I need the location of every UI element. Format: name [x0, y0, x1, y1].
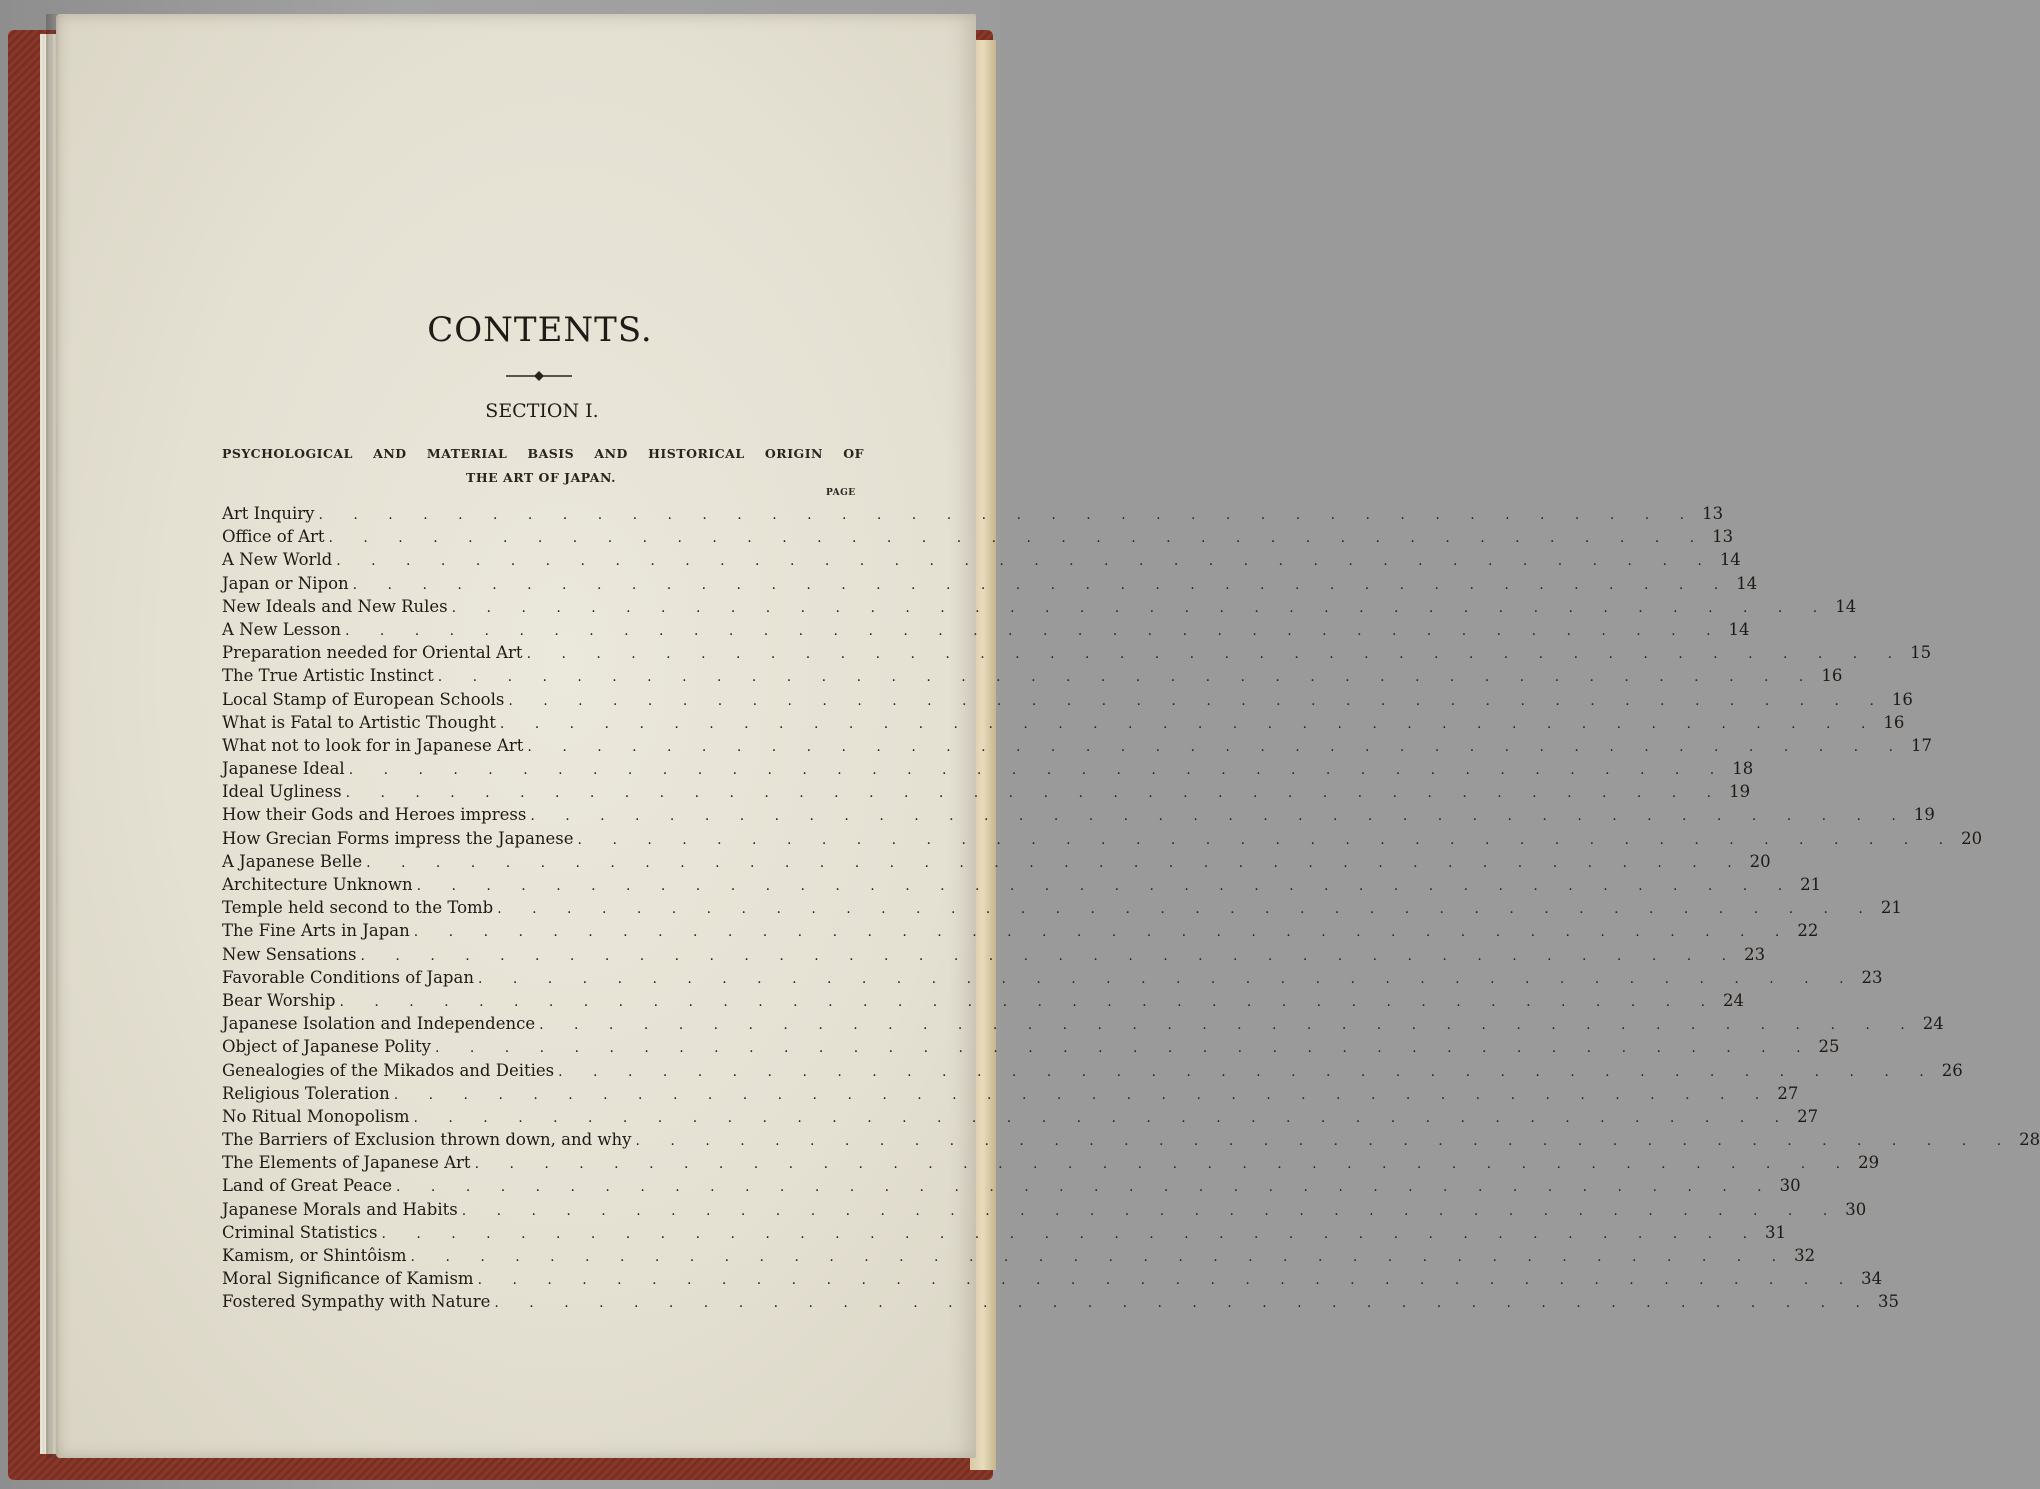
dot-leader: . . . . . . . . . . . . . . . . . . . . . . . . . . . . . . . . . . . . . . . . — [499, 715, 1879, 732]
dot-leader: . . . . . . . . . . . . . . . . . . . . . . . . . . . . . . . . . . . . . . . . — [366, 854, 1745, 871]
toc-entry-page: 35 — [1877, 1292, 1899, 1312]
toc-entry-title: No Ritual Monopolism — [222, 1106, 410, 1126]
toc-entry-page: 14 — [1719, 550, 1741, 570]
toc-entry-title: A New World — [222, 550, 333, 570]
toc-entry-title: How Grecian Forms impress the Japanese — [222, 828, 574, 848]
toc-entry-page: 34 — [1861, 1269, 1883, 1289]
dot-leader: . . . . . . . . . . . . . . . . . . . . . . . . . . . . . . . . . . . . . . . . — [336, 553, 1715, 570]
toc-entry-page: 27 — [1777, 1083, 1799, 1103]
dot-leader: . . . . . . . . . . . . . . . . . . . . . . . . . . . . . . . . . . . . . . . . — [577, 831, 1957, 848]
section-title: SECTION I. — [485, 400, 599, 422]
toc-entry — [222, 967, 1883, 991]
toc-entry-page: 14 — [1835, 596, 1857, 616]
toc-entry-page: 16 — [1891, 689, 1913, 709]
toc-entry-title: Office of Art — [222, 527, 325, 547]
toc-entry — [222, 573, 1758, 597]
section-subtitle: PSYCHOLOGICAL AND MATERIAL BASIS AND HISTORICAL ORIGIN OF — [222, 446, 864, 461]
toc-entry-title: Religious Toleration — [222, 1083, 390, 1103]
dot-leader: . . . . . . . . . . . . . . . . . . . . . . . . . . . . . . . . . . . . . . . . — [461, 1202, 1841, 1219]
dot-leader: . . . . . . . . . . . . . . . . . . . . . . . . . . . . . . . . . . . . . . . . — [352, 576, 1732, 593]
toc-entry-page: 14 — [1736, 573, 1758, 593]
toc-entry — [222, 619, 1750, 643]
toc-entry — [222, 689, 1913, 713]
toc-entry-title: Kamism, or Shintôism — [222, 1246, 407, 1265]
toc-entry-page: 16 — [1821, 666, 1843, 686]
toc-entry — [222, 1269, 1883, 1292]
dot-leader: . . . . . . . . . . . . . . . . . . . . . . . . . . . . . . . . . . . . . . . . — [508, 692, 1887, 709]
toc-entry — [222, 851, 1771, 875]
toc-entry-title: Preparation needed for Oriental Art — [222, 643, 523, 663]
toc-entry-page: 32 — [1794, 1246, 1816, 1265]
dot-leader: . . . . . . . . . . . . . . . . . . . . . . . . . . . . . . . . . . . . . . . . — [497, 901, 1876, 918]
toc-entry-page: 29 — [1858, 1153, 1880, 1173]
toc-entry-title: Japan or Nipon — [222, 573, 349, 593]
dot-leader: . . . . . . . . . . . . . . . . . . . . . . . . . . . . . . . . . . . . . . . . — [437, 669, 1817, 686]
toc-entry-page: 16 — [1883, 712, 1905, 732]
dot-leader: . . . . . . . . . . . . . . . . . . . . . . . . . . . . . . . . . . . . . . . . — [451, 599, 1831, 616]
toc-entry — [222, 735, 1932, 759]
dot-leader: . . . . . . . . . . . . . . . . . . . . . . . . . . . . . . . . . . . . . . . . — [381, 1225, 1761, 1242]
toc-entry-title: Japanese Ideal — [222, 759, 345, 779]
dot-leader: . . . . . . . . . . . . . . . . . . . . . . . . . . . . . . . . . . . . . . . . — [416, 878, 1796, 894]
toc-entry — [222, 1060, 1963, 1084]
dot-leader: . . . . . . . . . . . . . . . . . . . . . . . . . . . . . . . . . . . . . . . . — [348, 762, 1728, 779]
toc-entry-page: 23 — [1861, 967, 1883, 987]
toc-entry-page: 30 — [1845, 1199, 1867, 1219]
toc-entry — [222, 1130, 2040, 1153]
toc-entry-page: 15 — [1910, 643, 1932, 663]
toc-entry-page: 30 — [1779, 1176, 1801, 1196]
dot-leader: . . . . . . . . . . . . . . . . . . . . . . . . . . . . . . . . . . . . . . . . — [396, 1179, 1775, 1196]
toc-entry-page: 20 — [1961, 828, 1983, 848]
toc-entry — [222, 643, 1932, 666]
toc-entry — [222, 1037, 1840, 1060]
toc-entry — [222, 782, 1751, 805]
dot-leader: . . . . . . . . . . . . . . . . . . . . . . . . . . . . . . . . . . . . . . . . — [635, 1133, 2015, 1150]
gutter-shadow — [46, 14, 60, 1458]
toc-entry — [222, 1083, 1799, 1107]
dot-leader: . . . . . . . . . . . . . . . . . . . . . . . . . . . . . . . . . . . . . . . . — [360, 947, 1740, 964]
toc-entry-page: 18 — [1732, 759, 1754, 779]
toc-entry-title: The Fine Arts in Japan — [222, 921, 410, 941]
dot-leader: . . . . . . . . . . . . . . . . . . . . . . . . . . . . . . . . . . . . . . . . — [413, 924, 1793, 941]
toc-entry — [222, 596, 1857, 620]
toc-entry-title: What is Fatal to Artistic Thought — [222, 712, 496, 732]
dot-leader: . . . . . . . . . . . . . . . . . . . . . . . . . . . . . . . . . . . . . . . . — [434, 1040, 1814, 1057]
toc-entry-title: The Elements of Japanese Art — [222, 1153, 471, 1173]
toc-entry-page: 24 — [1723, 990, 1745, 1010]
toc-entry-page: 13 — [1712, 527, 1734, 547]
toc-entry — [222, 1292, 1899, 1315]
dot-leader: . . . . . . . . . . . . . . . . . . . . . . . . . . . . . . . . . . . . . . . . — [539, 1017, 1918, 1034]
dot-leader: . . . . . . . . . . . . . . . . . . . . . . . . . . . . . . . . . . . . . . . . — [345, 785, 1725, 802]
toc-entry — [222, 1222, 1787, 1246]
toc-entry-title: A New Lesson — [222, 619, 341, 639]
dot-leader: . . . . . . . . . . . . . . . . . . . . . . . . . . . . . . . . . . . . . . . . — [558, 1063, 1937, 1080]
toc-entry-page: 31 — [1765, 1222, 1787, 1242]
dot-leader: . . . . . . . . . . . . . . . . . . . . . . . . . . . . . . . . . . . . . . . . — [344, 622, 1724, 639]
dot-leader: . . . . . . . . . . . . . . . . . . . . . . . . . . . . . . . . . . . . . . . . — [410, 1249, 1790, 1265]
toc-entry-title: Criminal Statistics — [222, 1222, 378, 1242]
toc-entry-title: Art Inquiry — [222, 504, 315, 523]
toc-entry-title: New Ideals and New Rules — [222, 596, 448, 616]
table-of-contents — [222, 504, 2040, 1316]
toc-entry — [222, 828, 1983, 852]
toc-entry — [222, 712, 1905, 736]
toc-entry — [222, 1153, 1880, 1176]
toc-entry — [222, 990, 1745, 1014]
toc-entry — [222, 1106, 1819, 1130]
toc-entry-title: Land of Great Peace — [222, 1176, 393, 1196]
toc-entry — [222, 875, 1822, 898]
toc-entry-page: 23 — [1744, 944, 1766, 964]
dot-leader: . . . . . . . . . . . . . . . . . . . . . . . . . . . . . . . . . . . . . . . . — [318, 507, 1698, 523]
dot-leader: . . . . . . . . . . . . . . . . . . . . . . . . . . . . . . . . . . . . . . . . — [393, 1086, 1773, 1103]
toc-entry-title: Japanese Morals and Habits — [222, 1199, 458, 1219]
dot-leader: . . . . . . . . . . . . . . . . . . . . . . . . . . . . . . . . . . . . . . . . — [494, 1295, 1873, 1312]
toc-entry-page: 28 — [2019, 1130, 2040, 1150]
toc-entry-page: 19 — [1913, 805, 1935, 825]
toc-entry-page: 21 — [1880, 898, 1902, 918]
dot-leader: . . . . . . . . . . . . . . . . . . . . . . . . . . . . . . . . . . . . . . . . — [339, 993, 1719, 1010]
toc-entry-title: Architecture Unknown — [222, 875, 413, 894]
section-subtitle-continued: THE ART OF JAPAN. — [466, 470, 616, 485]
toc-entry-page: 26 — [1941, 1060, 1963, 1080]
page-title: CONTENTS. — [427, 310, 653, 350]
toc-entry-title: Bear Worship — [222, 990, 336, 1010]
toc-entry-title: How their Gods and Heroes impress — [222, 805, 527, 825]
dot-leader: . . . . . . . . . . . . . . . . . . . . . . . . . . . . . . . . . . . . . . . . — [530, 808, 1909, 825]
toc-entry — [222, 666, 1843, 689]
toc-entry-title: The True Artistic Instinct — [222, 666, 434, 686]
toc-entry — [222, 1176, 1801, 1199]
toc-entry-title: Favorable Conditions of Japan — [222, 967, 474, 987]
toc-entry-title: What not to look for in Japanese Art — [222, 735, 524, 755]
toc-entry-title: The Barriers of Exclusion thrown down, and why — [222, 1130, 632, 1150]
toc-entry-page: 19 — [1729, 782, 1751, 802]
ornament-divider-icon — [506, 368, 572, 384]
toc-entry-title: Japanese Isolation and Independence — [222, 1014, 536, 1034]
toc-entry — [222, 527, 1734, 550]
toc-entry-page: 17 — [1911, 735, 1932, 755]
toc-entry — [222, 805, 1935, 828]
toc-entry — [222, 759, 1754, 782]
toc-entry-page: 14 — [1728, 619, 1750, 639]
toc-entry — [222, 944, 1766, 968]
toc-entry-page: 22 — [1797, 921, 1819, 941]
toc-entry-page: 24 — [1922, 1014, 1944, 1034]
toc-entry-page: 21 — [1800, 875, 1822, 894]
toc-entry — [222, 898, 1902, 921]
toc-entry-page: 13 — [1702, 504, 1724, 523]
toc-entry-title: Object of Japanese Polity — [222, 1037, 431, 1057]
toc-entry-title: Fostered Sympathy with Nature — [222, 1292, 491, 1312]
toc-entry-title: Local Stamp of European Schools — [222, 689, 505, 709]
dot-leader: . . . . . . . . . . . . . . . . . . . . . . . . . . . . . . . . . . . . . . . . — [328, 530, 1708, 547]
toc-entry — [222, 921, 1819, 944]
dot-leader: . . . . . . . . . . . . . . . . . . . . . . . . . . . . . . . . . . . . . . . . — [477, 1272, 1857, 1289]
toc-entry — [222, 550, 1741, 573]
dot-leader: . . . . . . . . . . . . . . . . . . . . . . . . . . . . . . . . . . . . . . . . — [526, 646, 1906, 663]
toc-entry-title: A Japanese Belle — [222, 851, 363, 871]
toc-entry-title: Moral Significance of Kamism — [222, 1269, 474, 1289]
toc-entry-page: 27 — [1797, 1106, 1819, 1126]
toc-entry-title: New Sensations — [222, 944, 357, 964]
page-column-label: PAGE — [826, 488, 856, 498]
dot-leader: . . . . . . . . . . . . . . . . . . . . . . . . . . . . . . . . . . . . . . . . — [413, 1109, 1793, 1126]
toc-entry — [222, 1246, 1816, 1269]
toc-entry-page: 20 — [1749, 851, 1771, 871]
toc-entry — [222, 1199, 1867, 1223]
toc-entry-title: Ideal Ugliness — [222, 782, 342, 802]
toc-entry-page: 25 — [1818, 1037, 1840, 1057]
toc-entry-title: Temple held second to the Tomb — [222, 898, 494, 918]
toc-entry — [222, 1014, 1944, 1037]
toc-entry-title: Genealogies of the Mikados and Deities — [222, 1060, 555, 1080]
toc-entry — [222, 504, 1724, 527]
dot-leader: . . . . . . . . . . . . . . . . . . . . . . . . . . . . . . . . . . . . . . . . — [527, 738, 1906, 755]
dot-leader: . . . . . . . . . . . . . . . . . . . . . . . . . . . . . . . . . . . . . . . . — [477, 970, 1857, 987]
dot-leader: . . . . . . . . . . . . . . . . . . . . . . . . . . . . . . . . . . . . . . . . — [474, 1156, 1854, 1173]
